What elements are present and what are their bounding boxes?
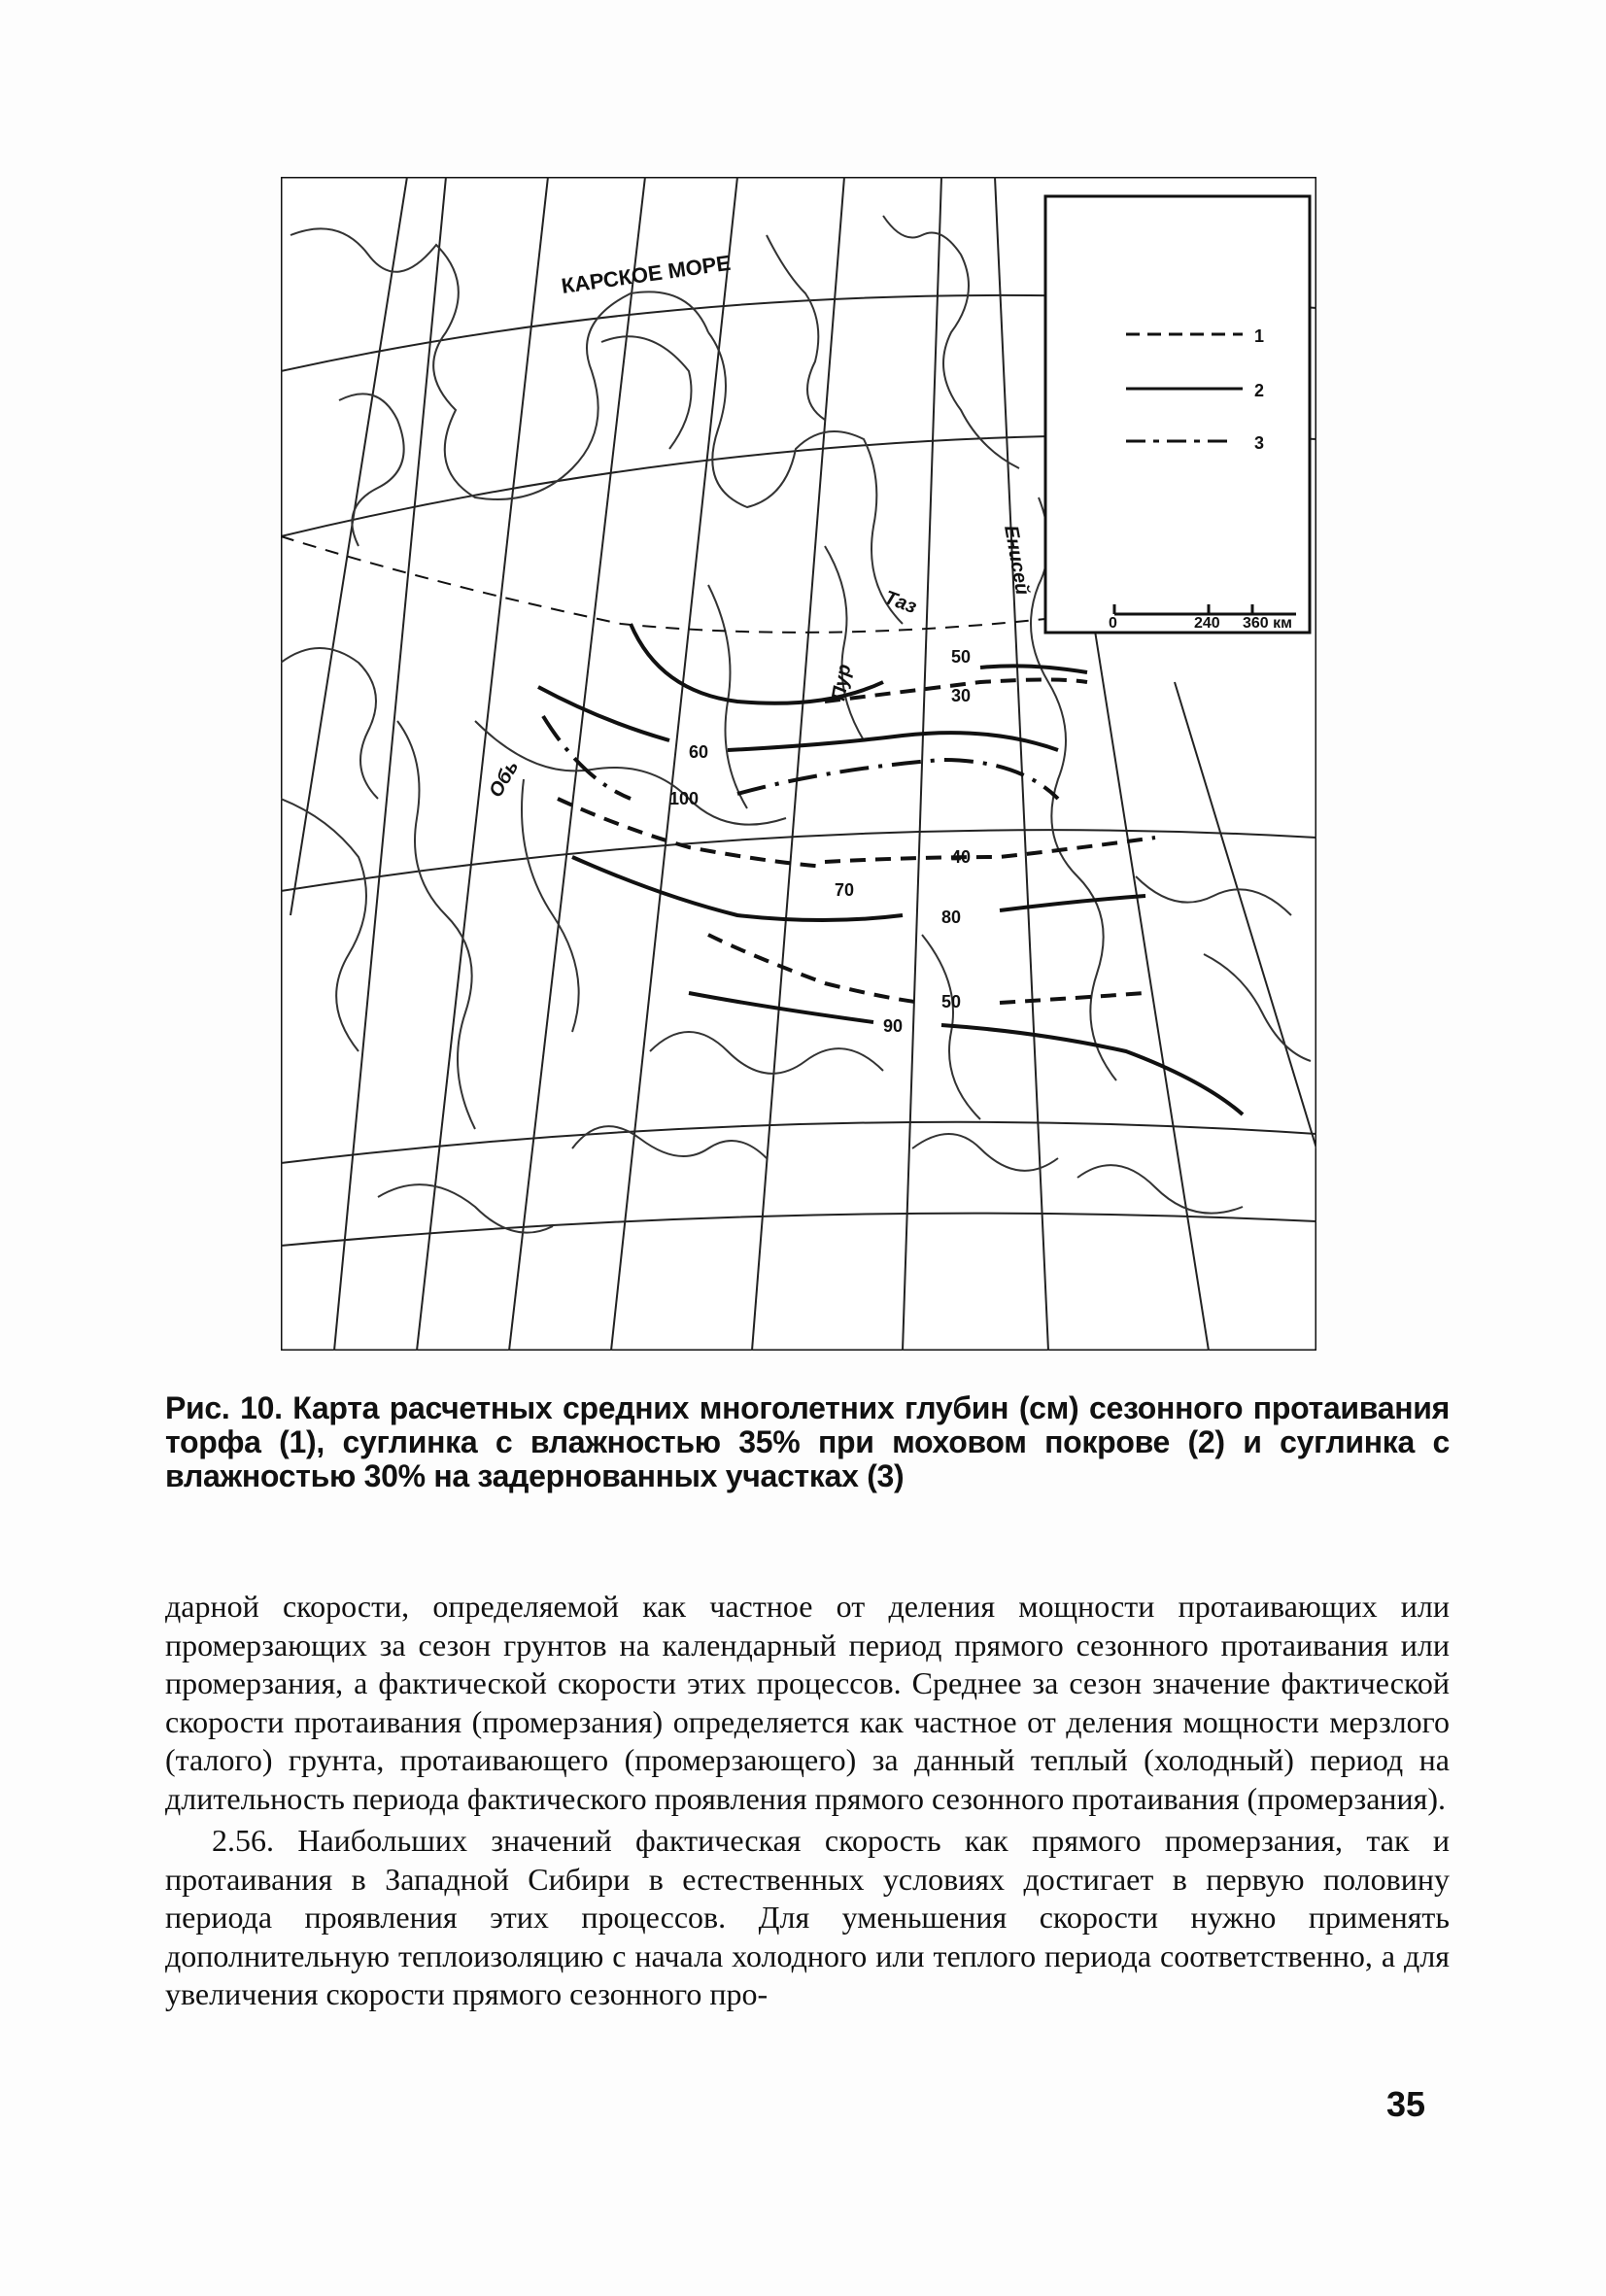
legend-label-2: 2	[1254, 381, 1265, 400]
isoline-label-30: 30	[951, 686, 972, 705]
scale-start: 0	[1109, 615, 1117, 632]
isoline-label-70: 70	[835, 880, 855, 900]
river-label-taz: Таз	[881, 587, 920, 619]
isoline-label-100: 100	[669, 789, 700, 808]
isoline-label-40: 40	[951, 847, 972, 867]
paragraph-2: 2.56. Наибольших значений фактическая скорость как прямого промерзания, так и протаивания в Западной Сибири в естественных условиях достигает в первую половину периода проявления этих процессов. Для уменьшения скорости нужно применять дополнительную теплоизоляцию с начала холодного или теплого периода соответственно, а для увеличения скорости прямого сезонного про-	[165, 1823, 1450, 2011]
isoline-label-50-upper: 50	[951, 647, 972, 667]
legend-label-3: 3	[1254, 433, 1265, 453]
isoline-label-60: 60	[689, 742, 709, 762]
river-label-pur: Пур	[828, 662, 856, 703]
legend-box	[1045, 196, 1310, 633]
page-number: 35	[1386, 2084, 1426, 2124]
paragraph-1: дарной скорости, определяемой как частное от деления мощности протаивающих или промерзающих за сезон грунтов на календарный период прямого сезонного протаивания или промерзания, а фактической скорости этих процессов. Среднее за сезон значение фактической скорости протаивания (промерзания) определяется как частное от деления мощности мерзлого (талого) грунта, протаивающего (промерзающего) за данный теплый (холодный) период на длительность периода фактического проявления прямого сезонного протаивания (промерзания).	[165, 1589, 1450, 1816]
scale-mid: 240	[1194, 615, 1220, 632]
figure-caption: Рис. 10. Карта расчетных средних многолетних глубин (см) сезонного протаивания торфа (1), суглинка с влажностью 35% при моховом покрове (2) и суглинка с влажностью 30% на задернованных участках (3)	[165, 1390, 1450, 1493]
map-figure	[281, 177, 1316, 1351]
river-label-ob: Обь	[485, 757, 524, 802]
isoline-label-90: 90	[883, 1016, 904, 1036]
isoline-label-80: 80	[941, 908, 962, 927]
body-text	[165, 1588, 1450, 2014]
river-label-yenisei: Енисей	[1000, 524, 1034, 597]
isoline-label-50-lower: 50	[941, 992, 962, 1011]
legend-label-1: 1	[1254, 326, 1265, 346]
sea-label: КАРСКОЕ МОРЕ	[560, 250, 733, 298]
scale-end: 360 км	[1243, 615, 1292, 632]
